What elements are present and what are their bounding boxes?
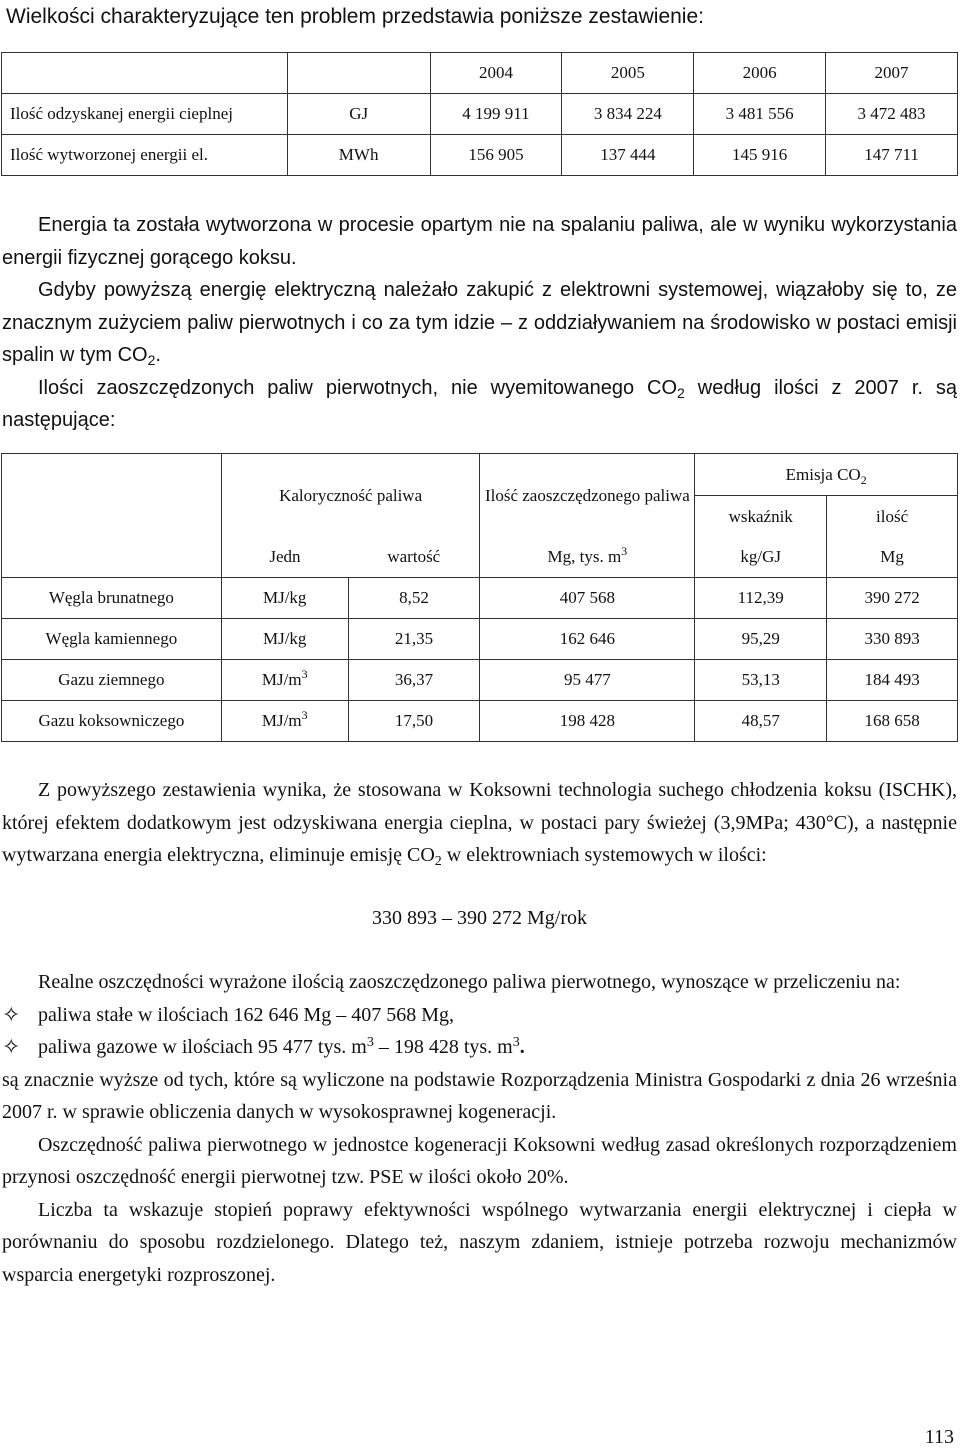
energy-table xyxy=(1,52,958,176)
fuel-emission: 390 272 xyxy=(827,578,958,619)
text-block-2 xyxy=(2,774,957,1291)
fuel-qty: 198 428 xyxy=(480,701,695,742)
fuel-value: 21,35 xyxy=(348,619,480,660)
fuel-value: 8,52 xyxy=(348,578,480,619)
fuel-qty: 95 477 xyxy=(480,660,695,701)
fuel-name: Węgla kamiennego xyxy=(2,619,222,660)
header-emisja: Emisja $CO_2$ xyxy=(695,454,958,496)
fuel-emission: 168 658 xyxy=(827,701,958,742)
fuel-savings-table xyxy=(1,453,958,742)
row-label: Ilość wytworzonej energii el. xyxy=(2,135,288,176)
table-row xyxy=(2,94,958,135)
units-kggj: kg/GJ xyxy=(695,537,827,578)
table-row xyxy=(2,619,958,660)
fuel-emission: 330 893 xyxy=(827,619,958,660)
fuel-indicator: 48,57 xyxy=(695,701,827,742)
text-block-1 xyxy=(2,209,957,437)
paragraph: Energia ta została wytworzona w procesie opartym nie na spalaniu paliwa, ale w wyniku wykorzystania energii fizycznej gorącego koksu. xyxy=(2,214,957,269)
table-header-row xyxy=(2,454,958,496)
paragraph: są znacznie wyższe od tych, które są wyliczone na podstawie Rozporządzenia Ministra Gospodarki z dnia 26 września 2007 r. w sprawie obliczenia danych w wysokosprawnej kogeneracji. xyxy=(2,1068,957,1123)
header-ilosc: ilość xyxy=(827,496,958,538)
page-number: 113 xyxy=(924,1426,954,1448)
value-cell: 145 916 xyxy=(694,135,826,176)
value-cell: 137 444 xyxy=(562,135,694,176)
fuel-indicator: 53,13 xyxy=(695,660,827,701)
paragraph: Z powyższego zestawienia wynika, że stosowana w Koksowni technologia suchego chłodzenia koksu (ISCHK), której efektem dodatkowym jest odzyskiwana energia cieplna, w postaci pary świeżej (3,9MPa; 430°C), a następnie wytwarzana energia elektryczna, eliminuje emisję $CO_2$ w elektrowniach systemowych w ilości: xyxy=(2,779,957,869)
fuel-qty: 162 646 xyxy=(480,619,695,660)
units-wartosc: wartość xyxy=(348,537,480,578)
value-cell: 3 834 224 xyxy=(562,94,694,135)
header-kalorycznosc: Kaloryczność paliwa xyxy=(221,454,480,538)
fuel-value: 36,37 xyxy=(348,660,480,701)
fuel-unit: MJ/kg xyxy=(221,578,348,619)
units-mg: Mg, tys. $m^3$ xyxy=(480,537,695,578)
fuel-name: Węgla brunatnego xyxy=(2,578,222,619)
value-cell: 156 905 xyxy=(430,135,562,176)
unit-cell: MWh xyxy=(287,135,430,176)
header-wskaznik: wskaźnik xyxy=(695,496,827,538)
paragraph: Liczba ta wskazuje stopień poprawy efektywności wspólnego wytwarzania energii elektrycznej i ciepła w porównaniu do sposobu rozdzielonego. Dlatego też, naszym zdaniem, istnieje potrzeba rozwoju mechanizmów wsparcia energetyki rozproszonej. xyxy=(2,1198,957,1286)
list-item: ✧ paliwa stałe w ilościach 162 646 Mg – 407 568 Mg, xyxy=(2,999,957,1032)
units-jedn: Jedn xyxy=(221,537,348,578)
row-label: Ilość odzyskanej energii cieplnej xyxy=(2,94,288,135)
fuel-value: 17,50 xyxy=(348,701,480,742)
list-item: ✧ paliwa gazowe w ilościach 95 477 tys. $m^3 - 198$ 428 tys. $m^3$. xyxy=(2,1031,957,1064)
fuel-indicator: 95,29 xyxy=(695,619,827,660)
units-mgunit: Mg xyxy=(827,537,958,578)
table-row xyxy=(2,701,958,742)
fuel-unit: MJ/kg xyxy=(221,619,348,660)
table-units-row xyxy=(2,537,958,578)
table-row xyxy=(2,660,958,701)
emission-formula: 330 893 – 390 272 Mg/rok xyxy=(372,906,587,929)
unit-cell: GJ xyxy=(287,94,430,135)
fuel-indicator: 112,39 xyxy=(695,578,827,619)
year-cell: 2007 xyxy=(826,53,958,94)
paragraph: Oszczędność paliwa pierwotnego w jednostce kogeneracji Koksowni według zasad określonych rozporządzeniem przynosi oszczędność energii pierwotnej tzw. PSE w ilości około 20%. xyxy=(2,1133,957,1188)
value-cell: 4 199 911 xyxy=(430,94,562,135)
fuel-name: Gazu ziemnego xyxy=(2,660,222,701)
diamond-star-icon: ✧ xyxy=(2,1034,21,1059)
year-cell: 2005 xyxy=(562,53,694,94)
fuel-unit: $MJ/m^3$ xyxy=(221,660,348,701)
paragraph: Ilości zaoszczędzonych paliw pierwotnych, nie wyemitowanego $CO_2$ według ilości z 2007 r. są następujące: xyxy=(2,376,958,431)
year-cell: 2004 xyxy=(430,53,562,94)
fuel-unit: $MJ/m^3$ xyxy=(221,701,348,742)
intro-text: Wielkości charakteryzujące ten problem przedstawia poniższe zestawienie: xyxy=(6,5,704,28)
value-cell: 3 481 556 xyxy=(694,94,826,135)
paragraph: Gdyby powyższą energię elektryczną należało zakupić z elektrowni systemowej, wiązałoby się to, ze znacznym zużyciem paliw pierwotnych i co za tym idzie – z oddziaływaniem na środowisko w postaci emisji spalin w tym $CO_2$. xyxy=(2,279,957,368)
fuel-emission: 184 493 xyxy=(827,660,958,701)
fuel-qty: 407 568 xyxy=(480,578,695,619)
year-cell: 2006 xyxy=(694,53,826,94)
paragraph: Realne oszczędności wyrażone ilością zaoszczędzonego paliwa pierwotnego, wynoszące w przeliczeniu na: xyxy=(38,971,901,993)
table-row xyxy=(2,135,958,176)
value-cell: 147 711 xyxy=(826,135,958,176)
table-row xyxy=(2,578,958,619)
header-ilosc-paliwa: Ilość zaoszczędzonego paliwa xyxy=(480,454,695,538)
table-row xyxy=(2,53,958,94)
fuel-name: Gazu koksowniczego xyxy=(2,701,222,742)
diamond-star-icon: ✧ xyxy=(2,1001,21,1027)
value-cell: 3 472 483 xyxy=(826,94,958,135)
